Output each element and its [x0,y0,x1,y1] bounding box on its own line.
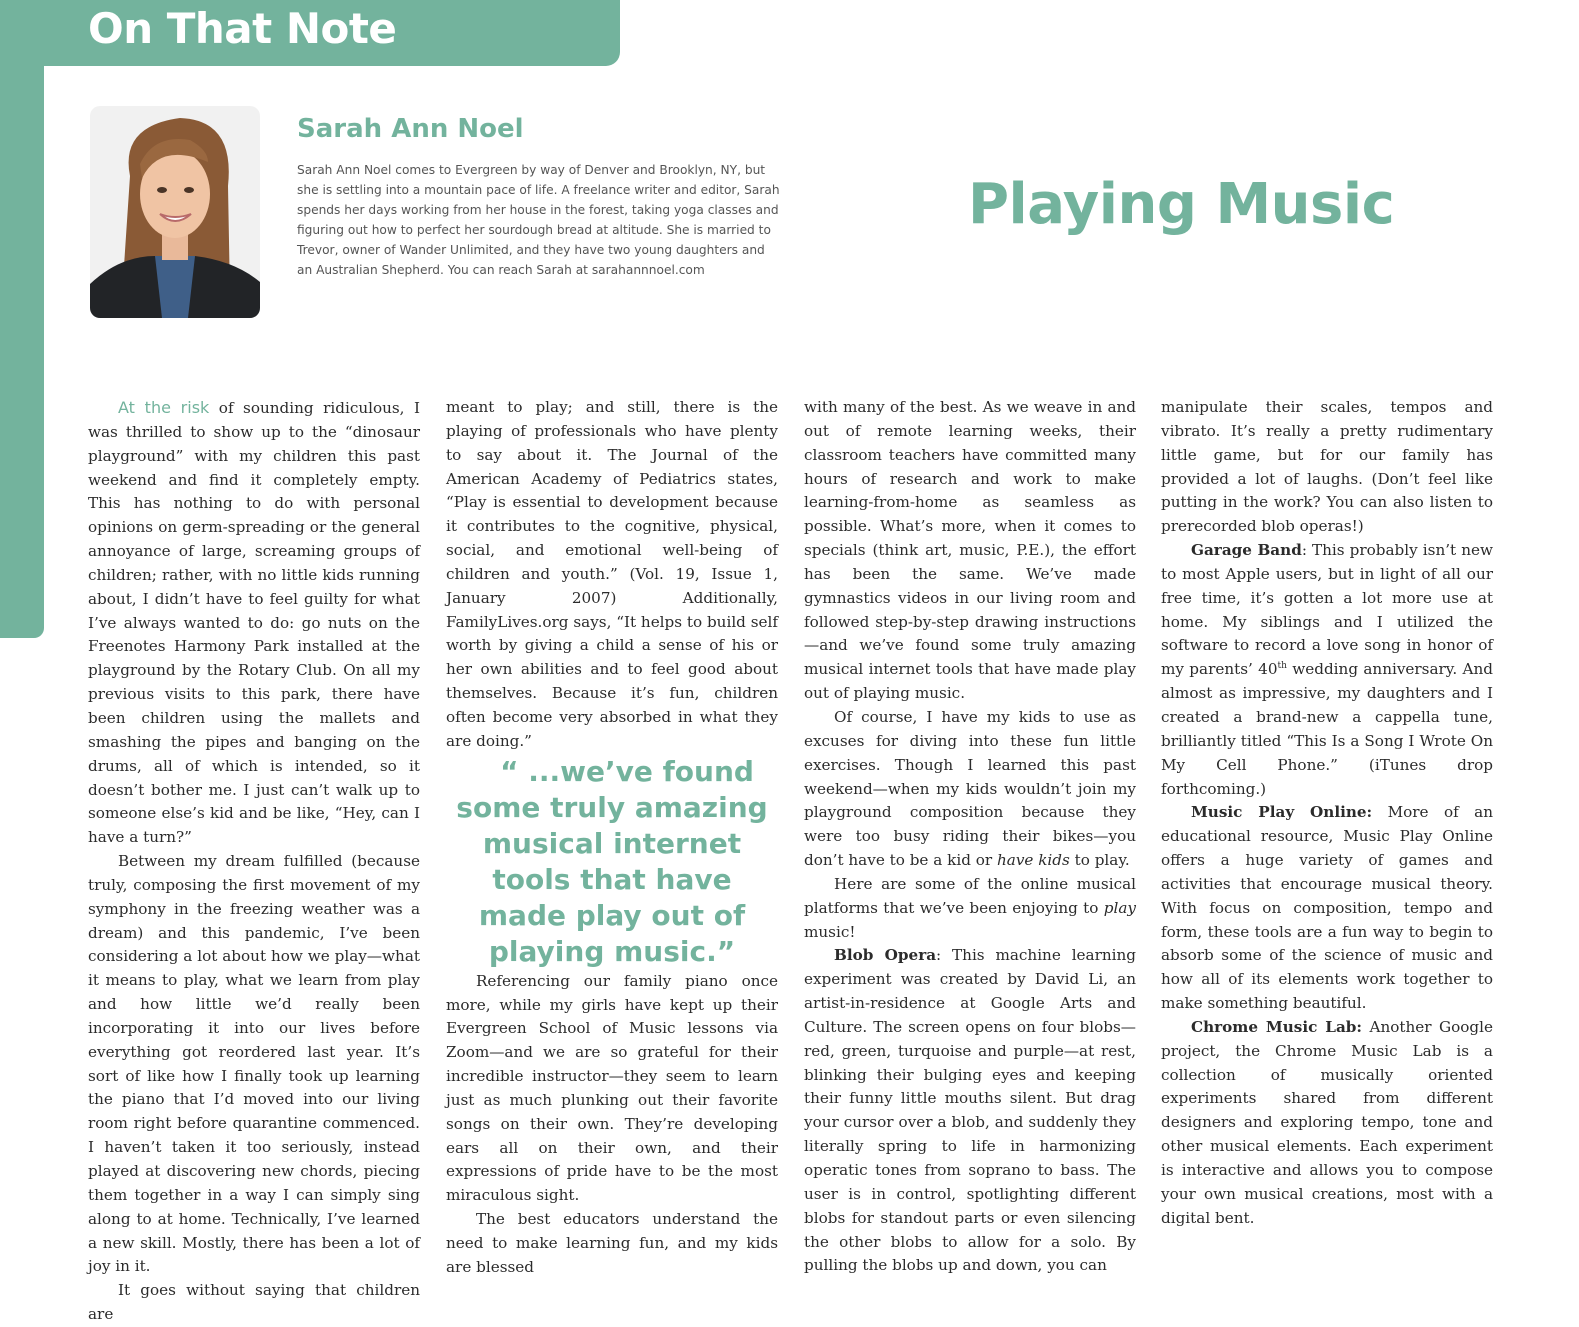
article-column-1 [88,396,420,1327]
article-column-2 [446,396,778,1280]
paragraph: with many of the best. As we weave in and out of remote learning weeks, their classroom teachers have committed many hours of research and work to make learning-from-home as seamless as possible. What’s more, when it comes to specials (think art, music, P.E.), the effort has been the same. We’ve made gymnastics videos in our living room and followed step-by-step drawing instructions—and we’ve found some truly amazing musical internet tools that have made play out of playing music. [804,398,1136,703]
paragraph [804,944,1136,1278]
tool-name-music-play-online: Music Play Online: [1191,803,1373,822]
tool-name-garage-band: Garage Band [1191,541,1302,560]
paragraph: Between my dream fulfilled (because truly, composing the first movement of my symphony in the freezing weather was a dream) and this pandemic, I’ve been considering a lot about how we play—what it means to play, what we learn from play and how little we’d really been incorporating it into our lives before everything got reordered last year. It’s sort of like how I finally took up learning the piano that I’d moved into our living room right before quarantine commenced. I haven’t taken it too seriously, instead played at discovering new chords, piecing them together in a way I can simply sing along to at home. Technically, I’ve learned a new skill. Mostly, there has been a lot of joy in it. [88,852,420,1276]
paragraph [88,396,420,850]
paragraph [804,706,1136,873]
author-photo [90,106,260,318]
side-accent-bar [0,66,44,638]
paragraph [804,873,1136,945]
section-title: On That Note [88,4,397,53]
paragraph-text: wedding anniversary. And almost as impressive, my daughters and I created a brand-new a cappella tune, brilliantly titled “This Is a Song I Wrote On My Cell Phone.” (iTunes drop forthcoming.) [1161,660,1493,798]
author-name: Sarah Ann Noel [297,114,524,144]
paragraph [1161,539,1493,801]
article-title: Playing Music [968,172,1395,237]
paragraph: meant to play; and still, there is the playing of professionals who have plenty to say about it. The Journal of the American Academy of Pediatrics states, “Play is essential to development because it contributes to the cognitive, physical, social, and emotional well-being of children and youth.” (Vol. 19, Issue 1, January 2007) Additionally, FamilyLives.org says, “It helps to build self worth by giving a child a sense of his or her own abilities and to feel good about themselves. Because it’s fun, children often become very absorbed in what they are doing.” [446,398,778,750]
paragraph: manipulate their scales, tempos and vibrato. It’s really a pretty rudimentary little game, but for our family has provided a lot of laughs. (Don’t feel like putting in the work? You can also listen to prerecorded blob operas!) [1161,398,1493,536]
section-header-tab [0,0,620,66]
article-column-3 [804,396,1136,1278]
author-bio: Sarah Ann Noel comes to Evergreen by way of Denver and Brooklyn, NY, but she is settling into a mountain pace of life. A freelance writer and editor, Sarah spends her days working from her house in the forest, taking yoga classes and figuring out how to perfect her sourdough bread at altitude. She is married to Trevor, owner of Wander Unlimited, and they have two young daughters and an Australian Shepherd. You can reach Sarah at sarahannnoel.com [297,163,780,277]
emphasis: play [1103,898,1136,917]
tool-name-blob-opera: Blob Opera [834,946,937,965]
paragraph-text: Of course, I have my kids to use as excuses for diving into these fun little exercises. Though I learned this past weekend—when my kids wouldn’t join my playground composition because they were too busy riding their bikes—you don’t have to be a kid or [804,707,1136,870]
author-portrait-illustration [90,106,260,318]
paragraph-text: : This probably isn’t new to most Apple users, but in light of all our free time, it’s gotten a lot more use at home. My siblings and I utilized the software to record a love song in honor of my parents’ 40 [1161,541,1493,679]
inner-corner [44,66,58,80]
article-column-4 [1161,396,1493,1231]
superscript: th [1277,661,1287,672]
paragraph: The best educators understand the need to make learning fun, and my kids are blessed [446,1210,778,1276]
paragraph [1161,1016,1493,1231]
paragraph-text: : This machine learning experiment was created by David Li, an artist-in-residence at Google Arts and Culture. The screen opens on four blobs—red, green, turquoise and purple—at rest, blinking their bulging eyes and keeping their funny little mouths silent. But drag your cursor over a blob, and suddenly they literally spring to life in harmonizing operatic tones from soprano to bass. The user is in control, spotlighting different blobs for standout parts or even silencing the other blobs to allow for a solo. By pulling the blobs up and down, you can [804,946,1136,1275]
paragraph-text: of sounding ridiculous, I was thrilled to show up to the “dinosaur playground” with my children this past weekend and find it completely empty. This has nothing to do with personal opinions on germ-spreading or the general annoyance of large, screaming groups of children; rather, with no little kids running about, I didn’t have to feel guilty for what I’ve always wanted to do: go nuts on the Freenotes Harmony Park installed at the playground by the Rotary Club. On all my previous visits to this park, there have been children using the mallets and smashing the pipes and banging on the drums, all of which is intended, so it doesn’t bother me. I just can’t walk up to someone else’s kid and be like, “Hey, can I have a turn?” [88,399,420,847]
paragraph: It goes without saying that children are [88,1281,420,1324]
emphasis: have kids [996,851,1070,870]
pull-quote: “ ...we’ve found some truly amazing musical internet tools that have made play out of playing music.” [456,754,768,968]
tool-name-chrome-music-lab: Chrome Music Lab: [1191,1017,1363,1036]
paragraph-text: to play. [1069,851,1130,870]
paragraph [1161,801,1493,1016]
paragraph-text: Here are some of the online musical platforms that we’ve been enjoying to [804,874,1136,917]
paragraph-text: music! [804,922,856,941]
paragraph: Referencing our family piano once more, while my girls have kept up their Evergreen School of Music lessons via Zoom—and we are so grateful for their incredible instructor—they seem to learn just as much plunking out their favorite songs on their own. They’re developing ears all on their own, and their expressions of pride have to be the most miraculous sight. [446,971,778,1205]
lead-in: At the risk [118,398,210,417]
paragraph-text: More of an educational resource, Music Play Online offers a huge variety of games and activities that encourage musical theory. With focus on composition, tempo and form, these tools are a fun way to begin to absorb some of the science of music and how all of its elements work together to make something beautiful. [1161,803,1493,1013]
paragraph-text: Another Google project, the Chrome Music Lab is a collection of musically oriented experiments shared from different designers and exploring tempo, tone and other musical elements. Each experiment is interactive and allows you to compose your own musical creations, most with a digital bent. [1161,1017,1493,1227]
